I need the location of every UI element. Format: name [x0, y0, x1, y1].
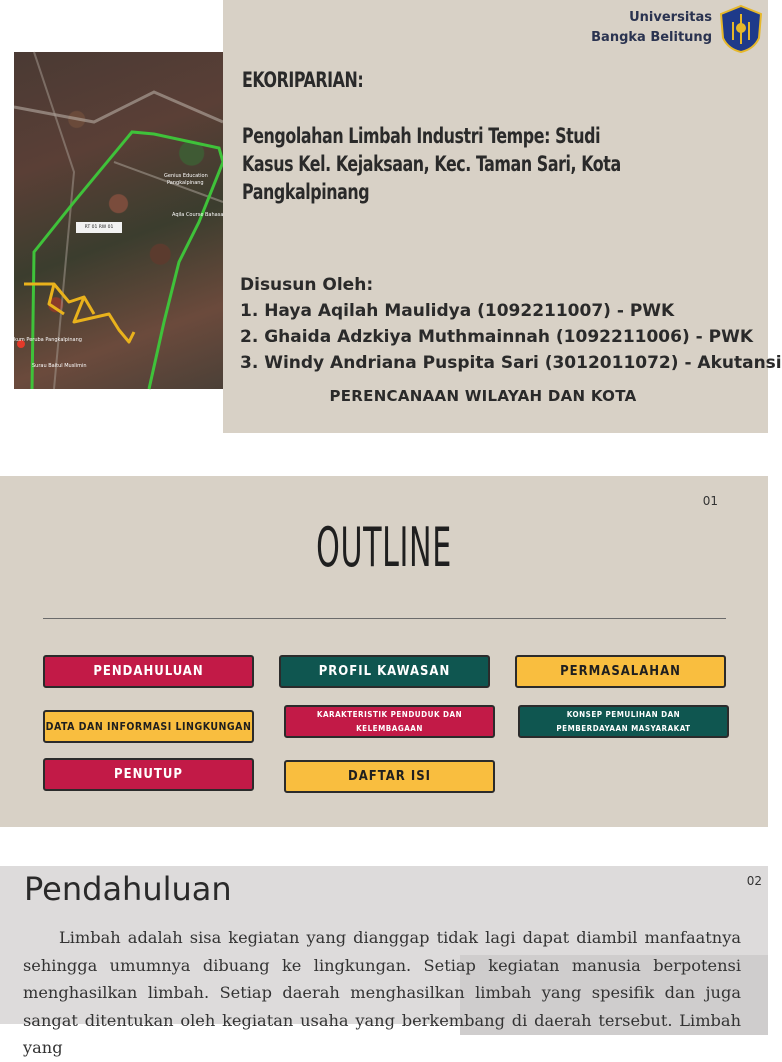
university-name: Universitas Bangka Belitung: [591, 10, 712, 45]
outline-title: OUTLINE: [316, 516, 452, 579]
map-label: Aqila Course Bahasa: [172, 212, 224, 218]
map-label: Surau Baitul Muslimin: [32, 363, 87, 369]
outline-button-data-informasi[interactable]: DATA DAN INFORMASI LINGKUNGAN: [43, 710, 254, 743]
university-logo-icon: [718, 4, 764, 54]
outline-button-profil-kawasan[interactable]: PROFIL KAWASAN: [279, 655, 490, 688]
outline-button-karakteristik[interactable]: KARAKTERISTIK PENDUDUK DAN KELEMBAGAAN: [284, 705, 495, 738]
map-label: Pangkalpinang: [167, 180, 204, 186]
title-info-panel: [223, 0, 782, 433]
outline-button-konsep-pemulihan[interactable]: KONSEP PEMULIHAN DAN PEMBERDAYAAN MASYARAKAT: [518, 705, 729, 738]
outline-button-permasalahan[interactable]: PERMASALAHAN: [515, 655, 726, 688]
page-number: 01: [702, 494, 718, 508]
introduction-slide: [0, 866, 768, 1057]
divider: [43, 618, 726, 619]
map-rt-tag: RT 01 RW 01: [76, 222, 122, 233]
study-program: PERENCANAAN WILAYAH DAN KOTA: [329, 387, 637, 405]
outline-button-daftar-isi[interactable]: DAFTAR ISI: [284, 760, 495, 793]
aerial-map-image: [14, 52, 223, 389]
page-number: 02: [746, 874, 762, 888]
authors-list: Disusun Oleh: 1. Haya Aqilah Maulidya (1092211007) - PWK 2. Ghaida Adzkiya Muthmainnah (1092211006) - PWK 3. Windy Andriana Puspita Sari (3012011072) - Akutansi: [240, 275, 782, 373]
outline-button-penutup[interactable]: PENUTUP: [43, 758, 254, 791]
title-slide: [0, 0, 782, 433]
outline-button-pendahuluan[interactable]: PENDAHULUAN: [43, 655, 254, 688]
map-label: Genius Education: [164, 173, 208, 179]
section-title: Pendahuluan: [24, 870, 232, 908]
report-title: EKORIPARIAN: Pengolahan Limbah Industri Tempe: Studi Kasus Kel. Kejaksaan, Kec. Taman Sari, Kota Pangkalpinang: [242, 68, 621, 204]
intro-paragraph: Limbah adalah sisa kegiatan yang dianggap tidak lagi dapat diambil manfaatnya sehingga umumnya dibuang ke lingkungan. Setiap kegiatan manusia berpotensi menghasilkan limbah. Setiap daerah menghasilkan limbah yang spesifik dan juga sangat ditentukan oleh kegiatan usaha yang berkembang di daerah tersebut. Limbah yang: [23, 928, 741, 1057]
outline-slide: [0, 476, 768, 827]
map-label: kum Peruba Pangkalpinang: [14, 337, 82, 343]
